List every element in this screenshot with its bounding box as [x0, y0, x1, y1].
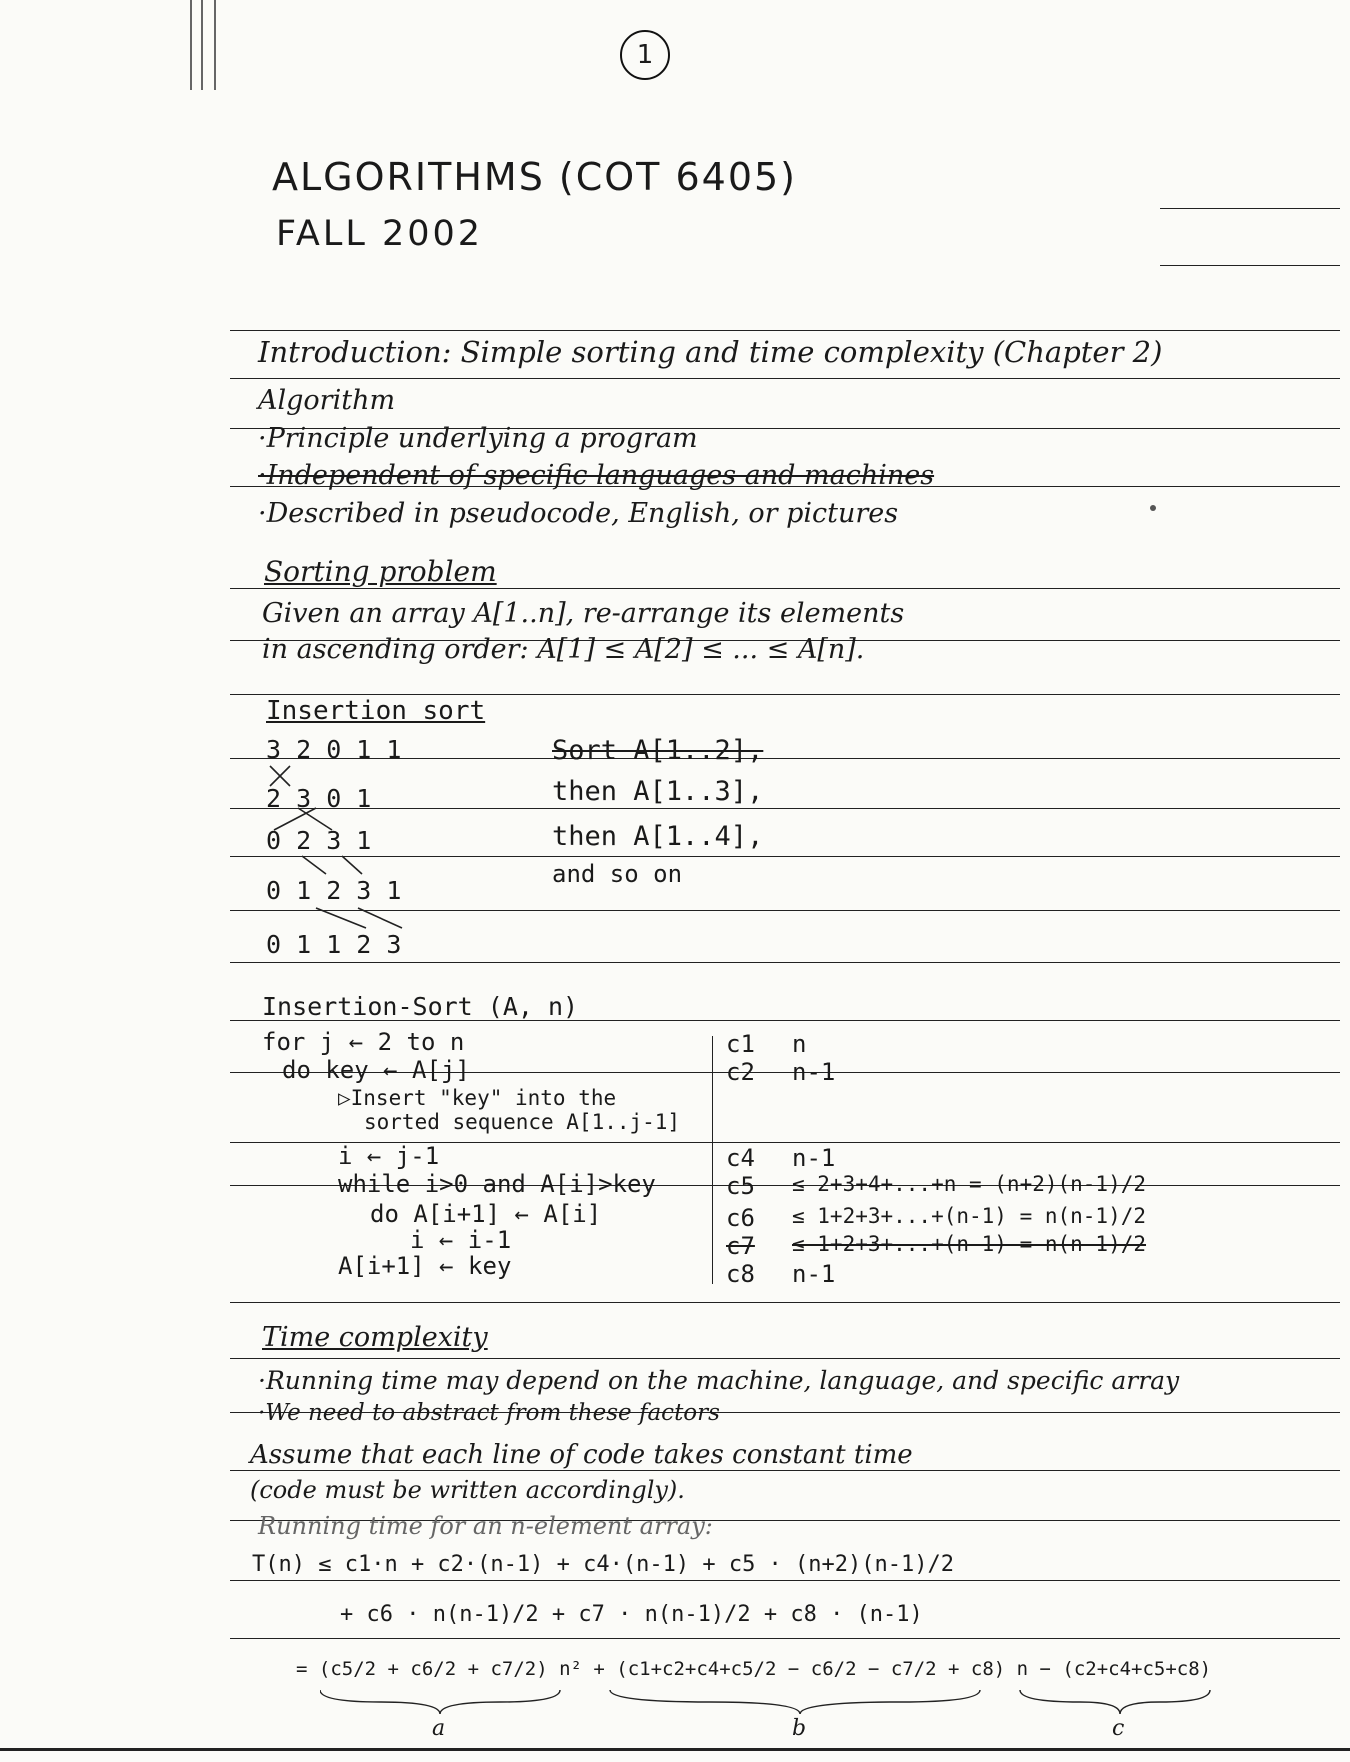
pseudocode-title: Insertion-Sort (A, n): [262, 992, 579, 1021]
coefficient-label: c: [1112, 1716, 1125, 1741]
ruled-line: [230, 1470, 1340, 1471]
time-complexity-bullet: ·We need to abstract from these factors: [258, 1400, 720, 1426]
assumption-text: Assume that each line of code takes constant time: [250, 1440, 913, 1470]
page-number: 1: [620, 30, 670, 80]
cost-times: n: [792, 1030, 807, 1058]
cost-times: ≤ 2+3+4+...+n = (n+2)(n-1)/2: [792, 1172, 1147, 1196]
ruled-line: [230, 378, 1340, 379]
sort-note: then A[1..3],: [552, 776, 764, 807]
assumption-text: (code must be written accordingly).: [250, 1476, 685, 1504]
sort-step-row: 3 2 0 1 1: [266, 735, 402, 764]
pseudocode-column-divider: [712, 1036, 713, 1284]
page-bottom-edge: [0, 1748, 1350, 1751]
ruled-line: [1160, 208, 1340, 209]
cost-label: c5: [726, 1172, 755, 1200]
algorithm-bullet: ·Principle underlying a program: [258, 423, 698, 454]
cost-label: c1: [726, 1030, 755, 1058]
time-complexity-heading: Time complexity: [262, 1322, 488, 1353]
ruled-line: [230, 330, 1340, 331]
ruled-line: [1160, 265, 1340, 266]
term: FALL 2002: [276, 214, 484, 254]
coefficient-label: a: [432, 1716, 446, 1741]
cost-times: ≤ 1+2+3+...+(n-1) = n(n-1)/2: [792, 1232, 1147, 1256]
time-complexity-bullet: ·Running time may depend on the machine, language, and specific array: [258, 1366, 1180, 1395]
ruled-line: [230, 962, 1340, 963]
pseudocode-comment: ▷Insert "key" into the: [338, 1086, 617, 1110]
cost-label: c7: [726, 1232, 755, 1260]
equation-line: T(n) ≤ c1·n + c2·(n-1) + c4·(n-1) + c5 · (n+2)(n-1)/2: [252, 1552, 954, 1577]
running-time-text: Running time for an n-element array:: [258, 1512, 713, 1540]
sort-step-row: 0 2 3 1: [266, 826, 372, 855]
algorithm-bullet: ·Described in pseudocode, English, or pictures: [258, 498, 899, 529]
pseudocode-line: while i>0 and A[i]>key: [338, 1170, 656, 1198]
pseudocode-comment: sorted sequence A[1..j-1]: [364, 1110, 681, 1134]
sort-step-row: 0 1 1 2 3: [266, 930, 402, 959]
sort-note: and so on: [552, 860, 683, 888]
ruled-line: [230, 1580, 1340, 1581]
sort-step-row: 0 1 2 3 1: [266, 876, 402, 905]
ruled-line: [230, 1638, 1340, 1639]
sort-step-row: 2 3 0 1: [266, 784, 372, 813]
binder-edge-mark: [190, 0, 216, 90]
intro-heading: Introduction: Simple sorting and time complexity (Chapter 2): [258, 335, 1163, 369]
sorting-problem-heading: Sorting problem: [264, 555, 497, 588]
cost-times: n-1: [792, 1144, 836, 1172]
coefficient-label: b: [792, 1716, 807, 1741]
equation-line: = (c5/2 + c6/2 + c7/2) n² + (c1+c2+c4+c5/2 − c6/2 − c7/2 + c8) n − (c2+c4+c5+c8): [296, 1658, 1212, 1680]
algorithm-heading: Algorithm: [258, 385, 396, 416]
ruled-line: [230, 1302, 1340, 1303]
equation-line: + c6 · n(n-1)/2 + c7 · n(n-1)/2 + c8 · (n-1): [340, 1602, 923, 1627]
pseudocode-line: i ← j-1: [338, 1142, 440, 1170]
pseudocode-line: for j ← 2 to n: [262, 1028, 465, 1056]
cost-label: c4: [726, 1144, 755, 1172]
algorithm-bullet: ·Independent of specific languages and machines: [258, 460, 935, 491]
cost-times: n-1: [792, 1260, 836, 1288]
cost-label: c8: [726, 1260, 755, 1288]
cost-label: c2: [726, 1058, 755, 1086]
pseudocode-line: i ← i-1: [410, 1226, 512, 1254]
ink-dot: [1150, 505, 1156, 511]
coefficient-braces: [320, 1688, 1220, 1718]
sorting-problem-text: in ascending order: A[1] ≤ A[2] ≤ ... ≤ A[n].: [262, 634, 865, 665]
cost-times: n-1: [792, 1058, 836, 1086]
insertion-sort-heading: Insertion sort: [266, 696, 486, 726]
pseudocode-line: A[i+1] ← key: [338, 1252, 512, 1280]
ruled-line: [230, 694, 1340, 695]
cost-times: ≤ 1+2+3+...+(n-1) = n(n-1)/2: [792, 1204, 1147, 1228]
pseudocode-line: do A[i+1] ← A[i]: [370, 1200, 602, 1228]
swap-arrows-diagram: [262, 760, 462, 960]
sorting-problem-text: Given an array A[1..n], re-arrange its elements: [262, 598, 905, 629]
pseudocode-line: do key ← A[j]: [282, 1056, 470, 1084]
ruled-line: [230, 588, 1340, 589]
sort-note: then A[1..4],: [552, 821, 764, 852]
cost-label: c6: [726, 1204, 755, 1232]
course-title: ALGORITHMS (COT 6405): [272, 155, 797, 199]
ruled-line: [230, 1358, 1340, 1359]
sort-note: Sort A[1..2],: [552, 735, 764, 766]
